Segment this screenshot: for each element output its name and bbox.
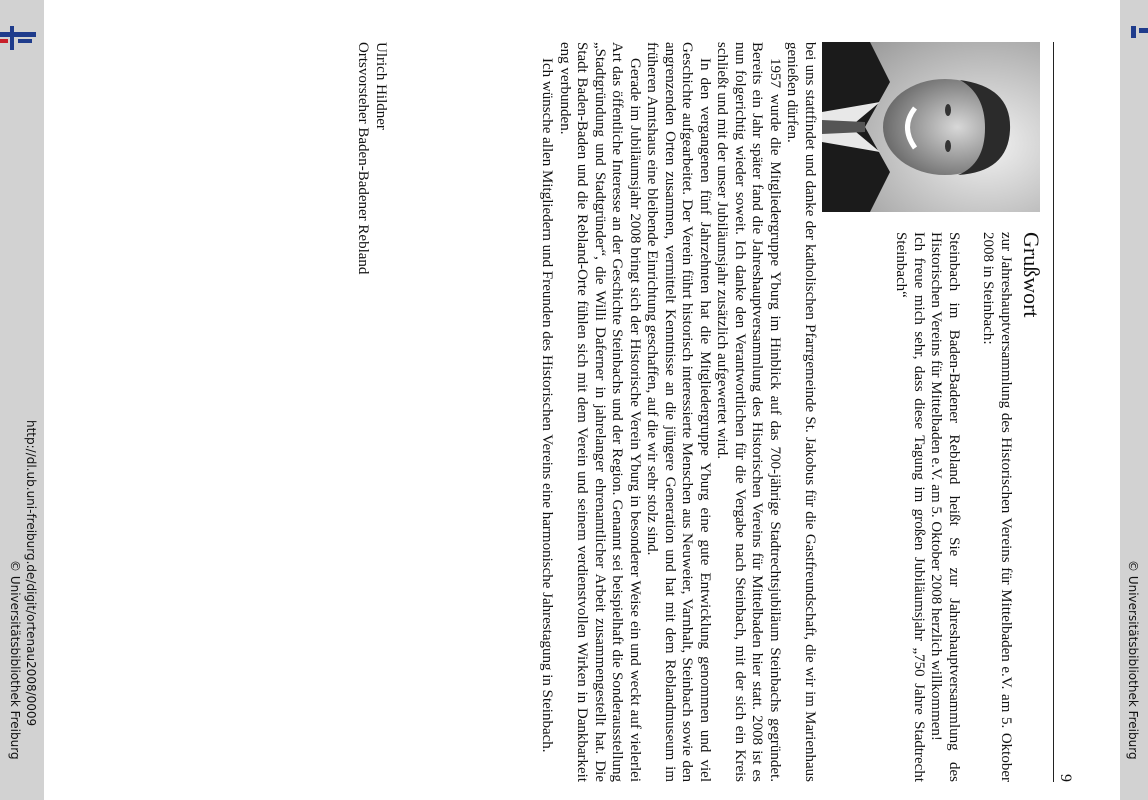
paragraph: bei uns stattfindet und danke der katholischen Pfarrgemeinde St. Jakobus für die Gastfreundschaft, die wir im Marienhaus genießen dürfen. [784,42,818,782]
paragraph: Ich wünsche allen Mitgliedern und Freunden des Historischen Vereins eine harmonische Jahrestagung in Steinbach. [539,58,556,753]
page-number: 9 [1057,774,1074,782]
ub-freiburg-logo-icon [0,26,40,50]
ub-freiburg-logo-fragment-icon [1131,26,1148,40]
intro-line: Steinbach im Baden-Badener Rebland heißt Sie zur Jahreshauptversammlung des Historischen Vereins für Mittelbaden e.V. am 5. Oktober 2008 herzlich willkommen! [928,232,962,782]
copyright-notice: © Universitätsbibliothek Freiburg [8,560,22,760]
header-rule [1053,42,1054,782]
copyright-notice-right: © Universitätsbibliothek Freiburg [1126,560,1140,760]
intro-line: zur Jahreshauptversammlung des Historischen Vereins für Mittelbaden e.V. am 5. Oktober 2008 in Steinbach: [980,232,1014,782]
paragraph: In den vergangenen fünf Jahrzehnten hat die Mitgliedergruppe Yburg eine gute Entwicklung genommen und viel Geschichte aufgearbeitet. Der Verein führt historisch interessierte Menschen aus Neuweier, Varnhalt, Steinbach sowie den angrenzenden Orten zusammen, vermittelt Kenntnisse an die jüngere Generation und hat mit dem Reblandmuseum im früheren Amtshaus eine bleibende Einrichtung geschaffen, auf die wir sehr stolz sind. [644,42,713,782]
signature-title: Ortsvorsteher Baden-Badener Rebland [355,42,371,275]
paragraph: 1957 wurde die Mitgliedergruppe Yburg im Hinblick auf das 700-jährige Stadtrechtsjubiläum Steinbachs gegründet. Bereits ein Jahr später fand die Jahreshauptversammlung des Historischen Vereins für Mittelbaden hier statt. 2008 ist es nun folgerichtig wieder soweit. Ich danke den Verantwortlichen für die Vergabe nach Steinbach, mit der sich ein Kreis schließt und mit der unser Jubiläumsjahr zusätzlich aufgewertet wird. [714,42,783,782]
page-heading: Grußwort [1019,232,1044,318]
signature-block [354,42,390,274]
source-url[interactable]: http://dl.ub.uni-freiburg.de/digit/ortenau2008/0009 [24,420,38,727]
signature-name: Ulrich Hildner [373,42,389,130]
intro-line: Ich freue mich sehr, dass diese Tagung im großen Jubiläumsjahr „750 Jahre Stadtrecht Steinbach“ [893,232,927,782]
intro-block [892,232,1014,782]
document-page [160,42,1080,782]
body-text [538,42,818,782]
portrait-photo [822,42,1040,212]
paragraph: Gerade im Jubiläumsjahr 2008 bringt sich der Historische Verein Yburg in besonderer Weise ein und weckt auf vielerlei Art das öffentliche Interesse an der Geschichte Steinbachs und der Region. Genannt sei beispielhaft die Sonderausstellung „Stadtgründung und Stadtgründer“, die Willi Daferner in jahrelanger ehrenamtlicher Arbeit zusammengestellt hat. Die Stadt Baden-Baden und die Rebland-Orte fühlen sich mit dem Verein und seinem verdienstvollen Wirken in Dankbarkeit eng verbunden. [557,42,643,782]
